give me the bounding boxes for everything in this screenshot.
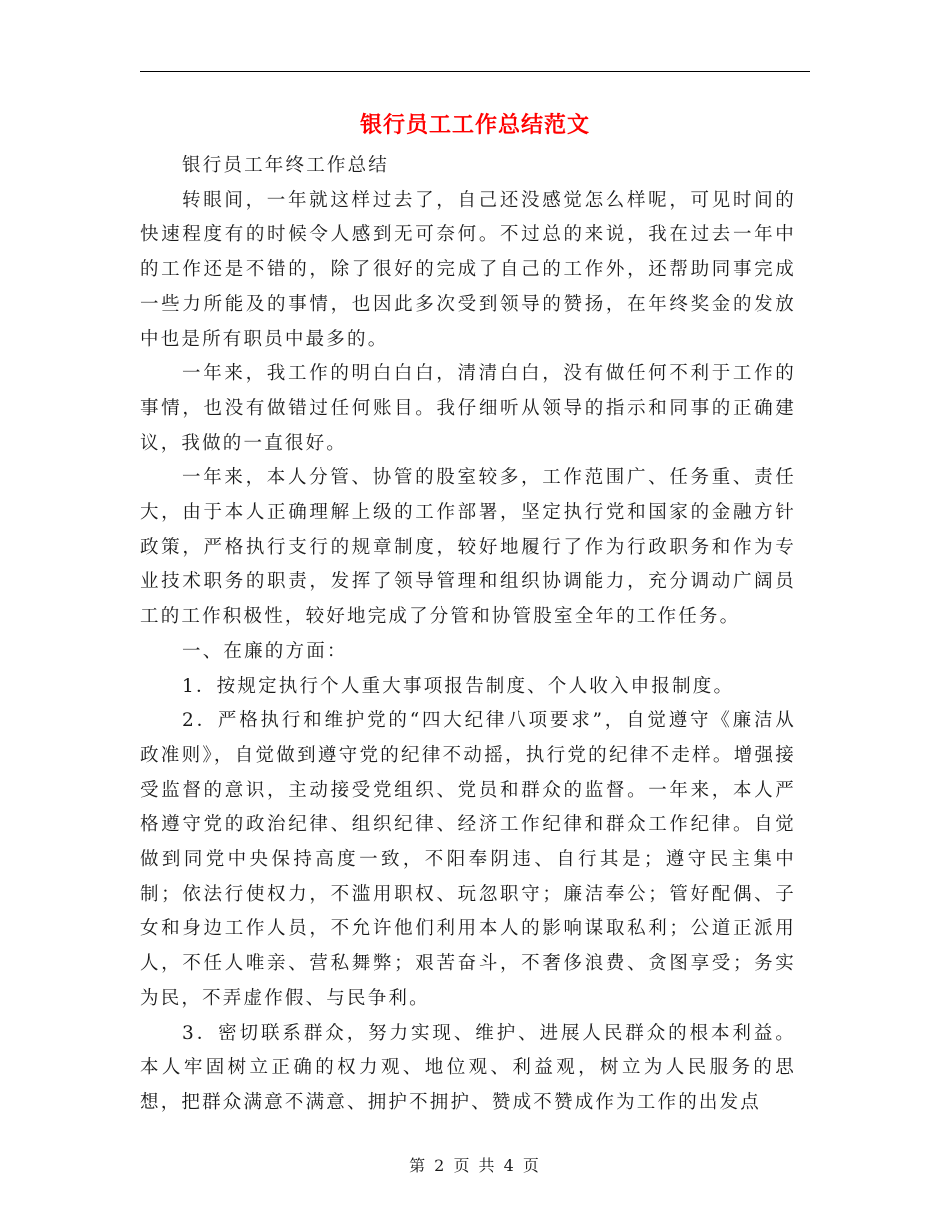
section-heading-integrity: 一、在廉的方面：	[182, 640, 348, 662]
list-item-2: 2．严格执行和维护党的“四大纪律八项要求”，自觉遵守《廉洁从政准则》，自觉做到遵守党的纪律不动摇，执行党的纪律不走样。增强接受监督的意识，主动接受党组织、党员和群众的监督。一年来，本人严格遵守党的政治纪律、组织纪律、经济工作纪律和群众工作纪律。自觉做到同党中央保持高度一致，不阳奉阴违、自行其是；遵守民主集中制；依法行使权力，不滥用职权、玩忽职守；廉洁奉公；管好配偶、子女和身边工作人员，不允许他们利用本人的影响谋取私利；公道正派用人，不任人唯亲、营私舞弊；艰苦奋斗，不奢侈浪费、贪图享受；务实为民，不弄虚作假、与民争利。	[140, 710, 796, 1009]
document-body	[140, 149, 796, 1121]
paragraph-honesty: 一年来，我工作的明白白白，清清白白，没有做任何不利于工作的事情，也没有做错过任何账目。我仔细听从领导的指示和同事的正确建议，我做的一直很好。	[140, 363, 796, 454]
list-item-3: 3．密切联系群众，努力实现、维护、进展人民群众的根本利益。本人牢固树立正确的权力观、地位观、利益观，树立为人民服务的思想，把群众满意不满意、拥护不拥护、赞成不赞成作为工作的出发点	[140, 1022, 796, 1113]
list-item-1: 1．按规定执行个人重大事项报告制度、个人收入申报制度。	[182, 675, 735, 697]
document-title: 银行员工工作总结范文	[359, 112, 590, 138]
paragraph-subtitle: 银行员工年终工作总结	[182, 155, 390, 176]
paragraph-intro: 转眼间，一年就这样过去了，自己还没感觉怎么样呢，可见时间的快速程度有的时候令人感到无可奈何。不过总的来说，我在过去一年中的工作还是不错的，除了很好的完成了自己的工作外，还帮助同事完成一些力所能及的事情，也因此多次受到领导的赞扬，在年终奖金的发放中也是所有职员中最多的。	[140, 189, 796, 350]
header-rule	[140, 71, 810, 72]
paragraph-responsibilities: 一年来，本人分管、协管的股室较多，工作范围广、任务重、责任大，由于本人正确理解上级的工作部署，坚定执行党和国家的金融方针政策，严格执行支行的规章制度，较好地履行了作为行政职务和作为专业技术职务的职责，发挥了领导管理和组织协调能力，充分调动广阔员工的工作积极性，较好地完成了分管和协管股室全年的工作任务。	[140, 467, 796, 628]
page-footer: 第 2 页 共 4 页	[409, 1156, 541, 1175]
